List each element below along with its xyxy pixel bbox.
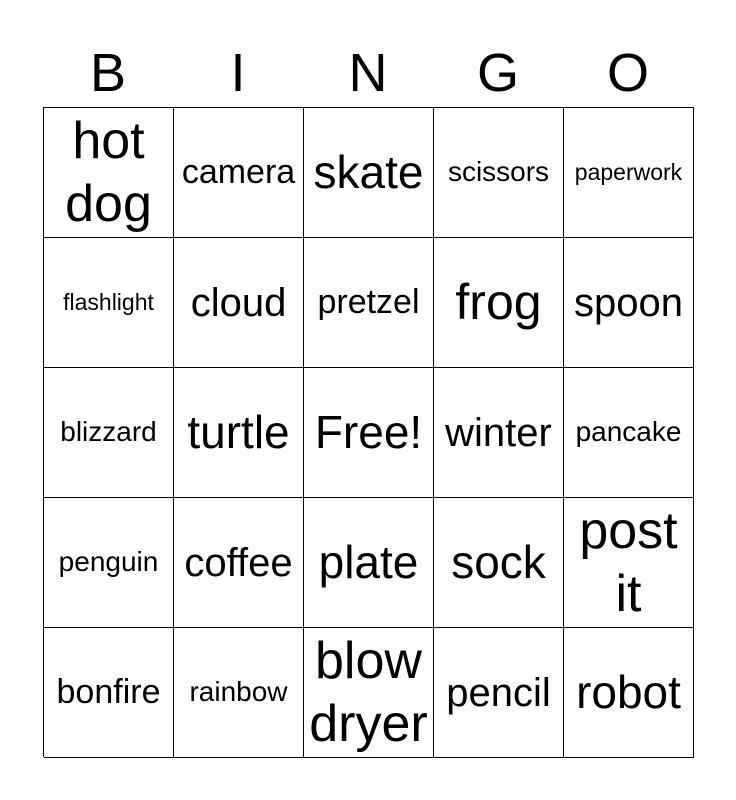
bingo-cell-r2c2[interactable]: cloud xyxy=(174,238,304,368)
bingo-cell-r3c2[interactable]: turtle xyxy=(174,368,304,498)
bingo-cell-r4c2[interactable]: coffee xyxy=(174,498,304,628)
bingo-header xyxy=(43,40,693,106)
bingo-cell-r1c5[interactable]: paperwork xyxy=(564,108,694,238)
bingo-cell-r1c3[interactable]: skate xyxy=(304,108,434,238)
bingo-cell-r4c3[interactable]: plate xyxy=(304,498,434,628)
bingo-cell-r3c5[interactable]: pancake xyxy=(564,368,694,498)
header-letter-g: G xyxy=(476,43,519,103)
header-letter-b: B xyxy=(89,43,127,103)
bingo-cell-r4c4[interactable]: sock xyxy=(434,498,564,628)
bingo-board xyxy=(43,107,694,757)
bingo-cell-r5c3[interactable]: blow dryer xyxy=(304,628,434,758)
header-letter-n: N xyxy=(348,43,388,103)
bingo-cell-r5c4[interactable]: pencil xyxy=(434,628,564,758)
header-letter-o: O xyxy=(606,43,649,103)
bingo-cell-r5c2[interactable]: rainbow xyxy=(174,628,304,758)
bingo-cell-r2c5[interactable]: spoon xyxy=(564,238,694,368)
bingo-cell-r1c1[interactable]: hot dog xyxy=(44,108,174,238)
bingo-cell-r2c4[interactable]: frog xyxy=(434,238,564,368)
bingo-cell-r4c1[interactable]: penguin xyxy=(44,498,174,628)
bingo-cell-r3c4[interactable]: winter xyxy=(434,368,564,498)
bingo-cell-r5c1[interactable]: bonfire xyxy=(44,628,174,758)
bingo-cell-r1c4[interactable]: scissors xyxy=(434,108,564,238)
bingo-cell-r2c3[interactable]: pretzel xyxy=(304,238,434,368)
header-letter-i: I xyxy=(230,43,246,103)
bingo-cell-r3c1[interactable]: blizzard xyxy=(44,368,174,498)
bingo-cell-r1c2[interactable]: camera xyxy=(174,108,304,238)
bingo-cell-r5c5[interactable]: robot xyxy=(564,628,694,758)
bingo-cell-r3c3[interactable]: Free! xyxy=(304,368,434,498)
bingo-cell-r4c5[interactable]: post it xyxy=(564,498,694,628)
bingo-cell-r2c1[interactable]: flashlight xyxy=(44,238,174,368)
